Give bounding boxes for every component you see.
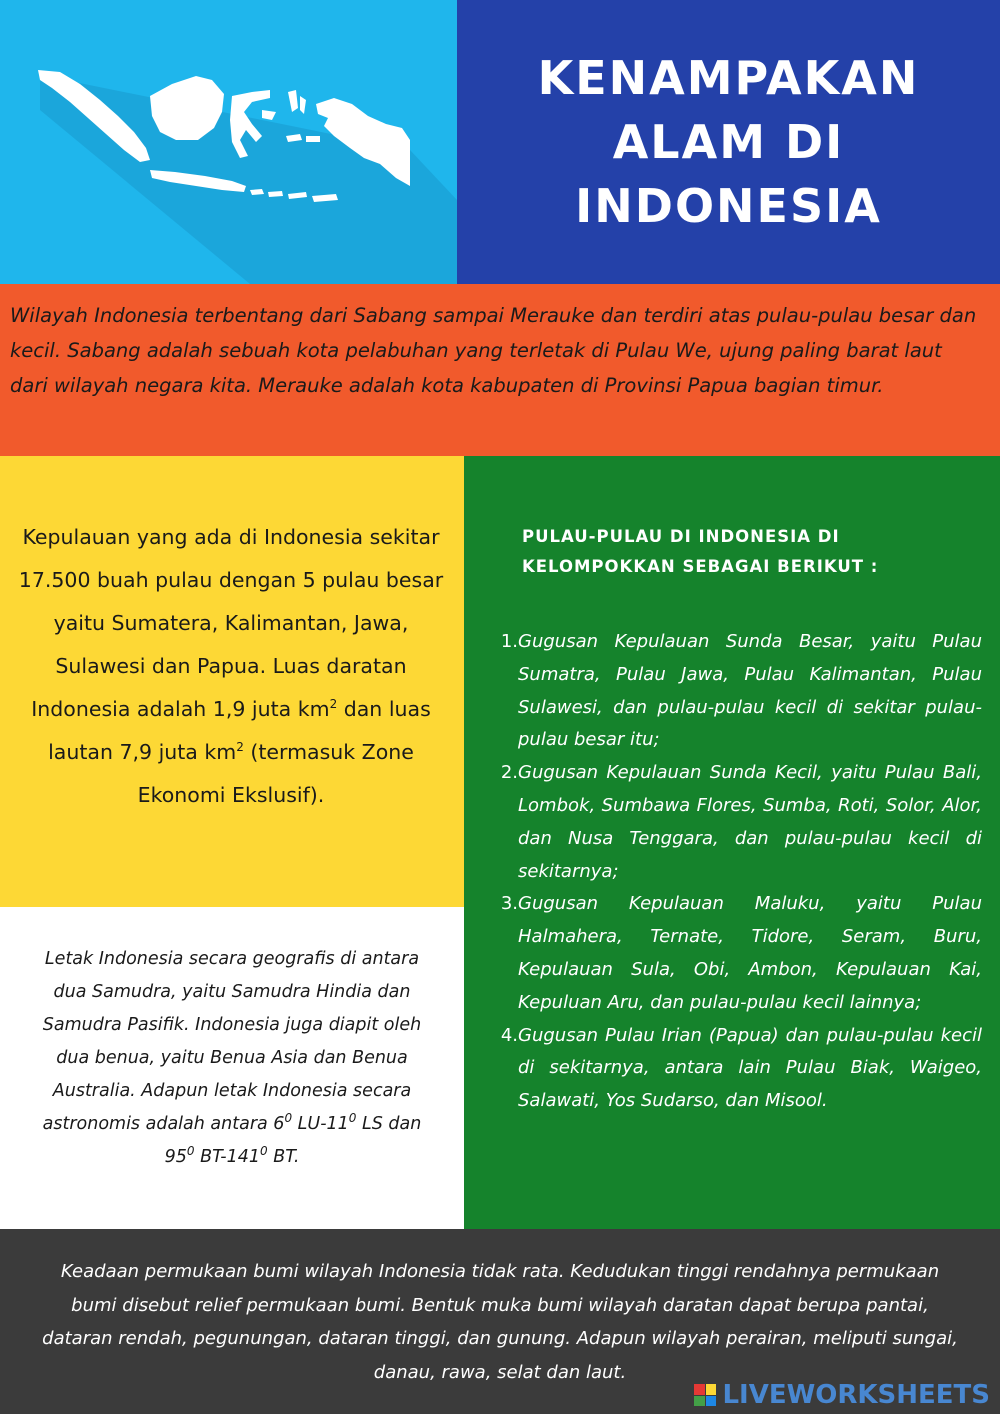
list-item xyxy=(498,1020,982,1118)
islands-text-a: Kepulauan yang ada di Indonesia sekitar 17.500 buah pulau dengan 5 pulau besar yaitu Sumatera, Kalimantan, Jawa, Sulawesi dan Papua. Luas daratan Indonesia adalah 1,9 juta km xyxy=(18,525,444,721)
title-panel xyxy=(457,0,1000,284)
list-item xyxy=(498,757,982,888)
geo-text-d: BT-141 xyxy=(194,1147,260,1167)
intro-text: Wilayah Indonesia terbentang dari Sabang sampai Merauke dan terdiri atas pulau-pulau besar dan kecil. Sabang adalah sebuah kota pelabuhan yang terletak di Pulau We, ujung paling barat laut dari wilayah negara kita. Merauke adalah kota kabupaten di Provinsi Papua bagian timur. xyxy=(10,304,977,397)
islands-text xyxy=(18,516,444,817)
liveworksheets-watermark[interactable] xyxy=(694,1380,990,1410)
geo-text-e: BT. xyxy=(267,1147,300,1167)
list-item-text: Gugusan Kepulauan Maluku, yaitu Pulau Halmahera, Ternate, Tidore, Seram, Buru, Kepulauan Sula, Obi, Ambon, Kepulauan Kai, Kepuluan Aru, dan pulau-pulau kecil lainnya; xyxy=(518,893,982,1013)
geo-sup-d: 0 xyxy=(260,1144,268,1159)
indonesia-map-icon xyxy=(0,0,457,284)
geography-panel xyxy=(0,907,464,1229)
islands-sup-a: 2 xyxy=(329,697,338,712)
list-item-number: 4. xyxy=(500,1024,518,1046)
list-item-text: Gugusan Kepulauan Sunda Besar, yaitu Pulau Sumatra, Pulau Jawa, Pulau Kalimantan, Pulau Sulawesi, dan pulau-pulau kecil di sekitar pulau-pulau besar itu; xyxy=(518,631,982,751)
islands-panel xyxy=(0,456,464,907)
geo-text-c: LS dan 95 xyxy=(164,1114,422,1167)
island-groups-panel xyxy=(464,456,1000,1229)
list-item-number: 3. xyxy=(500,893,518,915)
list-item-number: 2. xyxy=(500,762,518,784)
islands-text-b: dan luas lautan 7,9 juta km xyxy=(48,697,431,764)
list-item-text: Gugusan Kepulauan Sunda Kecil, yaitu Pulau Bali, Lombok, Sumbawa Flores, Sumba, Roti, Solor, Alor, dan Nusa Tenggara, dan pulau-pulau kecil di sekitarnya; xyxy=(518,762,982,882)
page-title xyxy=(538,46,920,238)
islands-sup-b: 2 xyxy=(236,740,244,755)
intro-panel xyxy=(0,284,1000,456)
list-item-text: Gugusan Pulau Irian (Papua) dan pulau-pulau kecil di sekitarnya, antara lain Pulau Biak, Waigeo, Salawati, Yos Sudarso, dan Misool. xyxy=(518,1024,982,1112)
title-line-3: INDONESIA xyxy=(575,179,882,233)
title-line-2: ALAM DI xyxy=(612,115,845,169)
watermark-text: LIVEWORKSHEETS xyxy=(722,1380,990,1410)
list-item-number: 1. xyxy=(500,631,518,652)
groups-heading: PULAU-PULAU DI INDONESIA DI KELOMPOKKAN SEBAGAI BERIKUT : xyxy=(522,527,879,576)
title-line-1: KENAMPAKAN xyxy=(537,51,920,105)
geo-text-a: Letak Indonesia secara geografis di antara dua Samudra, yaitu Samudra Hindia dan Samudra Pasifik. Indonesia juga diapit oleh dua benua, yaitu Benua Asia dan Benua Australia. Adapun letak Indonesia secara astronomis adalah antara 6 xyxy=(42,949,422,1134)
geography-text xyxy=(30,943,434,1174)
geo-sup-c: 0 xyxy=(186,1144,195,1159)
geo-text-b: LU-11 xyxy=(292,1114,349,1134)
indonesia-map-panel xyxy=(0,0,457,284)
groups-list xyxy=(498,626,982,1118)
geo-sup-b: 0 xyxy=(348,1111,357,1126)
geo-sup-a: 0 xyxy=(284,1111,293,1126)
list-item xyxy=(498,888,982,1019)
list-item xyxy=(498,626,982,757)
relief-text: Keadaan permukaan bumi wilayah Indonesia tidak rata. Kedudukan tinggi rendahnya permukaan bumi disebut relief permukaan bumi. Bentuk muka bumi wilayah daratan dapat berupa pantai, dataran rendah, pegunungan, dataran tinggi, dan gunung. Adapun wilayah perairan, meliputi sungai, danau, rawa, selat dan laut. xyxy=(42,1261,958,1383)
islands-text-c: (termasuk Zone Ekonomi Ekslusif). xyxy=(137,740,414,807)
liveworksheets-logo-icon xyxy=(694,1384,716,1406)
relief-panel xyxy=(0,1229,1000,1414)
